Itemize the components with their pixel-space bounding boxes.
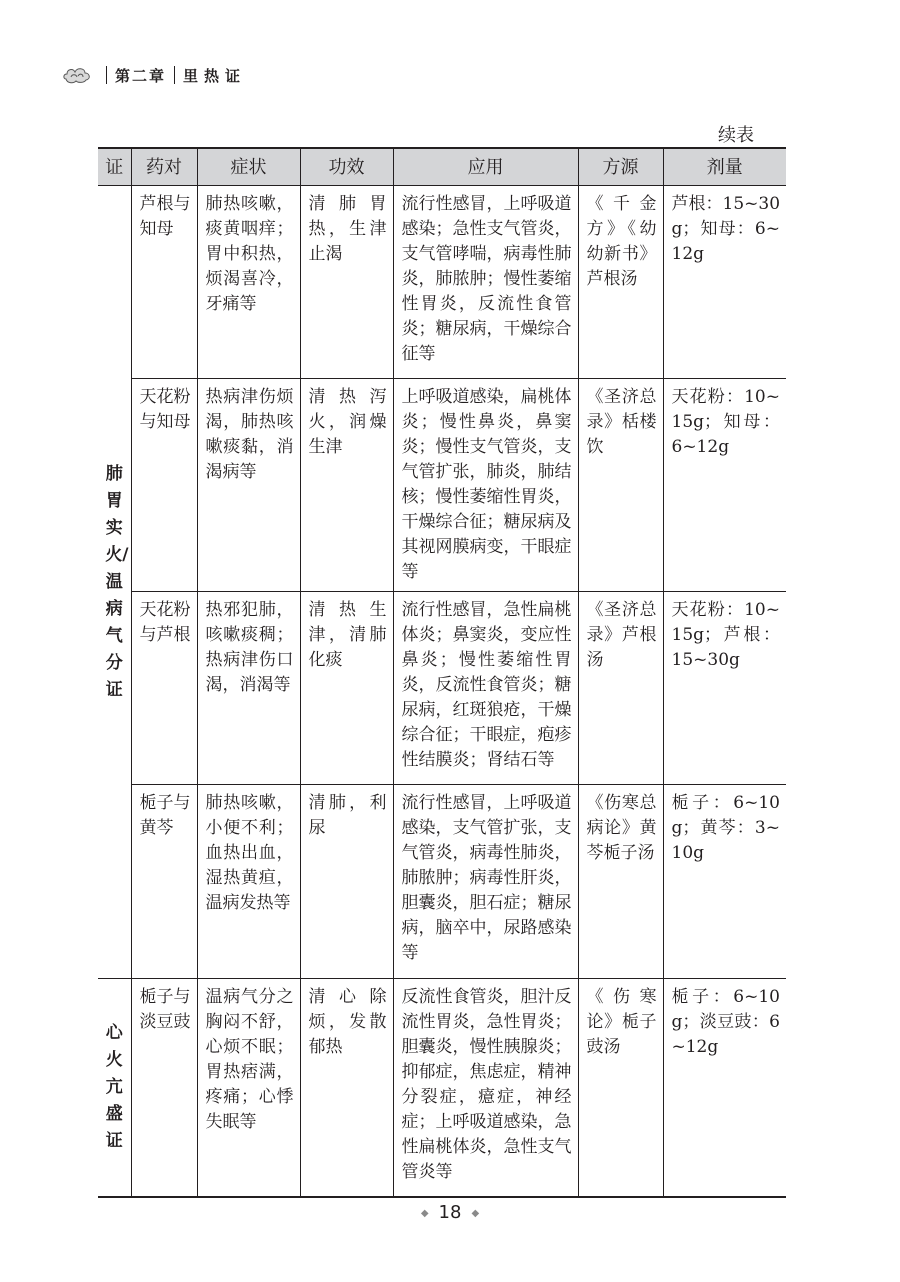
- dosage-cell: 栀子：6~10g；黄芩：3~10g: [663, 785, 786, 979]
- symptoms-cell: 热邪犯肺，咳嗽痰稠；热病津伤口渴，消渴等: [197, 592, 300, 785]
- running-header: [62, 62, 246, 88]
- effect-cell: 清热生津，清肺化痰: [300, 592, 393, 785]
- header-separator: [174, 66, 175, 84]
- table-row: [98, 785, 786, 979]
- continued-label: 续表: [718, 125, 754, 146]
- dosage-cell: 天花粉：10~15g；知母：6~12g: [663, 379, 786, 592]
- table-row: [98, 979, 786, 1197]
- symptoms-cell: 热病津伤烦渴，肺热咳嗽痰黏，消渴病等: [197, 379, 300, 592]
- header-syndrome: 证: [98, 148, 131, 186]
- diamond-icon: ◆: [471, 1207, 480, 1219]
- source-cell: 《千金方》《幼幼新书》芦根汤: [578, 186, 663, 379]
- effect-cell: 清热泻火，润燥生津: [300, 379, 393, 592]
- pair-cell: 栀子与黄芩: [131, 785, 197, 979]
- page-number: 18: [438, 1202, 462, 1223]
- application-cell: 反流性食管炎，胆汁反流性胃炎，急性胃炎；胆囊炎，慢性胰腺炎；抑郁症，焦虑症，精神分裂症，癔症，神经症；上呼吸道感染，急性扁桃体炎，急性支气管炎等: [393, 979, 578, 1197]
- application-cell: 上呼吸道感染，扁桃体炎；慢性鼻炎，鼻窦炎；慢性支气管炎，支气管扩张，肺炎，肺结核；慢性萎缩性胃炎，干燥综合征；糖尿病及其视网膜病变，干眼症等: [393, 379, 578, 592]
- source-cell: 《伤寒总病论》黄芩栀子汤: [578, 785, 663, 979]
- dosage-cell: 栀子：6~10g；淡豆豉：6~12g: [663, 979, 786, 1197]
- table-row: [98, 379, 786, 592]
- table-header-row: [98, 148, 786, 186]
- effect-cell: 清心除烦，发散郁热: [300, 979, 393, 1197]
- table-row: [98, 186, 786, 379]
- effect-cell: 清肺胃热，生津止渴: [300, 186, 393, 379]
- application-cell: 流行性感冒，上呼吸道感染；急性支气管炎，支气管哮喘，病毒性肺炎，肺脓肿；慢性萎缩性胃炎，反流性食管炎；糖尿病，干燥综合征等: [393, 186, 578, 379]
- application-cell: 流行性感冒，上呼吸道感染，支气管扩张，支气管炎，病毒性肺炎，肺脓肿；病毒性肝炎，胆囊炎，胆石症；糖尿病，脑卒中，尿路感染等: [393, 785, 578, 979]
- header-dosage: 剂量: [663, 148, 786, 186]
- table-row: [98, 592, 786, 785]
- source-cell: 《伤寒论》栀子豉汤: [578, 979, 663, 1197]
- source-cell: 《圣济总录》栝楼饮: [578, 379, 663, 592]
- chapter-label: 第二章: [115, 66, 167, 85]
- header-source: 方源: [578, 148, 663, 186]
- syndrome-label: 心火亢盛证: [105, 1022, 123, 1151]
- dosage-cell: 天花粉：10~15g；芦根：15~30g: [663, 592, 786, 785]
- pair-cell: 芦根与知母: [131, 186, 197, 379]
- effect-cell: 清肺，利尿: [300, 785, 393, 979]
- herb-pair-table: [98, 147, 786, 1198]
- diamond-icon: ◆: [420, 1207, 429, 1219]
- chapter-title: 里热证: [183, 66, 247, 85]
- syndrome-label: 肺胃实火/温病气分证: [105, 463, 129, 700]
- cloud-emblem-icon: [62, 64, 92, 86]
- header-effect: 功效: [300, 148, 393, 186]
- source-cell: 《圣济总录》芦根汤: [578, 592, 663, 785]
- application-cell: 流行性感冒，急性扁桃体炎；鼻窦炎，变应性鼻炎；慢性萎缩性胃炎，反流性食管炎；糖尿病，红斑狼疮，干燥综合征；干眼症，疱疹性结膜炎；肾结石等: [393, 592, 578, 785]
- dosage-cell: 芦根：15~30g；知母：6~12g: [663, 186, 786, 379]
- pair-cell: 天花粉与芦根: [131, 592, 197, 785]
- syndrome-cell: [98, 186, 131, 979]
- header-symptoms: 症状: [197, 148, 300, 186]
- pair-cell: 栀子与淡豆豉: [131, 979, 197, 1197]
- symptoms-cell: 肺热咳嗽，小便不利；血热出血，湿热黄疸，温病发热等: [197, 785, 300, 979]
- header-application: 应用: [393, 148, 578, 186]
- symptoms-cell: 温病气分之胸闷不舒，心烦不眠；胃热痞满，疼痛；心悸失眠等: [197, 979, 300, 1197]
- symptoms-cell: 肺热咳嗽，痰黄咽痒；胃中积热，烦渴喜冷，牙痛等: [197, 186, 300, 379]
- pair-cell: 天花粉与知母: [131, 379, 197, 592]
- header-separator: [106, 66, 107, 84]
- syndrome-cell: [98, 979, 131, 1197]
- page-footer: [0, 1202, 900, 1223]
- header-pair: 药对: [131, 148, 197, 186]
